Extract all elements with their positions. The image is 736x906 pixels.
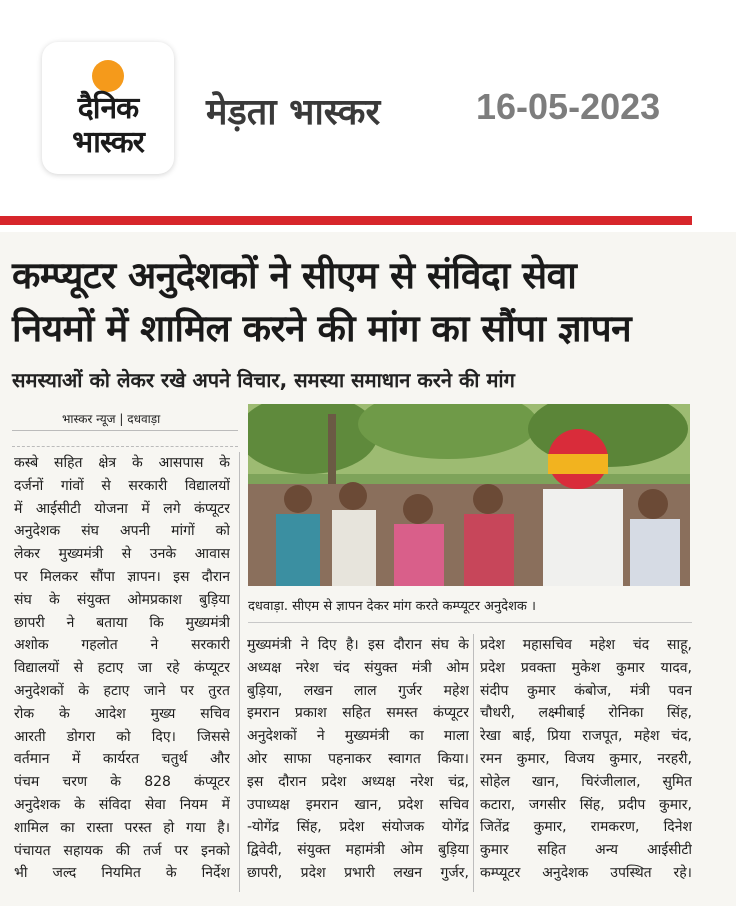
article-column-2	[247, 634, 469, 885]
column-divider	[473, 634, 474, 892]
headline-line-2: नियमों में शामिल करने की मांग का सौंपा ज्ञापन	[12, 307, 632, 350]
article-text-line: मुख्यमंत्री ने दिए है। इस दौरान संघ के	[247, 637, 469, 653]
red-divider-bar	[0, 216, 692, 225]
article-text-line: कस्बे सहित क्षेत्र के आसपास के	[14, 455, 230, 471]
article-text-line: संघ के संयुक्त ओमप्रकाश बुड़िया	[14, 591, 230, 608]
article-text-line: कुमार सहित अन्य आईसीटी	[480, 842, 692, 859]
article-text-line: आरती डोगरा को दिए। जिससे	[14, 728, 230, 745]
article-text-line: कटारा, जगसीर सिंह, प्रदीप कुमार,	[480, 796, 692, 813]
article-text-line: संदीप कुमार कंबोज, मंत्री पवन	[480, 682, 692, 699]
article-text-line: दर्जनों गांवों से सरकारी विद्यालयों	[14, 477, 230, 494]
logo-text-line1: दैनिक	[77, 91, 139, 126]
logo-text-line2: भास्कर	[72, 125, 144, 160]
article-text-line: पर मिलकर सौंपा ज्ञापन। इस दौरान	[14, 568, 230, 585]
article-text-line: छापरी ने बताया कि मुख्यमंत्री	[14, 614, 230, 631]
byline-rule	[12, 438, 238, 447]
article-text-line: भी जल्द नियमित के निर्देश	[14, 865, 230, 882]
edition-date: 16-05-2023	[476, 86, 661, 127]
article-text-line: अनुदेशकों ने मुख्यमंत्री का माला	[247, 728, 469, 745]
article-text-line: अनुदेशक के संविदा सेवा नियम में	[14, 796, 230, 813]
article-text-line: अध्यक्ष नरेश चंद संयुक्त मंत्री ओम	[247, 659, 469, 676]
edition-title: मेड़ता भास्कर	[206, 92, 381, 133]
photo-caption: दधवाड़ा. सीएम से ज्ञापन देकर मांग करते कम्प्यूटर अनुदेशक ।	[248, 599, 536, 614]
article-text-line: उपाध्यक्ष इमरान खान, प्रदेश सचिव	[247, 796, 469, 813]
article-text-line: विद्यालयों से हटाए जा रहे कंप्यूटर	[14, 660, 230, 677]
article-text-line: छापरी, प्रदेश प्रभारी लखन गुर्जर,	[247, 864, 469, 881]
article-text-line: अशोक गहलोत ने सरकारी	[14, 637, 230, 654]
article-text-line: वर्तमान में कार्यरत चतुर्थ और	[14, 751, 230, 768]
article-column-3	[480, 634, 692, 885]
article-text-line: सोहेल खान, चिरंजीलाल, सुमित	[480, 773, 692, 790]
article-text-line: रोक के आदेश मुख्य सचिव	[14, 705, 230, 722]
column-divider	[239, 452, 240, 892]
article-text-line: प्रदेश प्रवक्ता मुकेश कुमार यादव,	[480, 659, 692, 676]
article-text-line: -योगेंद्र सिंह, प्रदेश संयोजक योगेंद्र	[247, 819, 469, 836]
article-column-1	[14, 452, 230, 885]
subheadline: समस्याओं को लेकर रखे अपने विचार, समस्या समाधान करने की मांग	[12, 368, 515, 392]
article-text-line: अनुदेशक संघ अपनी मांगों को	[14, 523, 230, 540]
article-text-line: बुड़िया, लखन लाल गुर्जर महेश	[247, 682, 469, 699]
article-text-line: इस दौरान प्रदेश अध्यक्ष नरेश चंद्र,	[247, 773, 469, 790]
article-text-line: इमरान प्रकाश सहित समस्त कंप्यूटर	[247, 705, 469, 722]
page-header	[0, 0, 736, 200]
article-text-line: ओर साफा पहनाकर स्वागत किया।	[247, 750, 469, 767]
dainik-bhaskar-logo	[42, 42, 174, 174]
article-text-line: पंचायत सहायक की तर्ज पर इनको	[14, 842, 230, 859]
headline-line-1: कम्प्यूटर अनुदेशकों ने सीएम से संविदा सेवा	[12, 254, 577, 297]
article-text-line: जितेंद्र कुमार, रामकरण, दिनेश	[480, 819, 692, 836]
article-text-line: कम्प्यूटर अनुदेशक उपस्थित रहे।	[480, 864, 692, 881]
byline: भास्कर न्यूज | दधवाड़ा	[12, 404, 238, 431]
article-text-line: लेकर मुख्यमंत्री से उनके आवास	[14, 546, 230, 563]
article-text-line: रेखा बाई, प्रिया राजपूत, महेश चंद,	[480, 728, 692, 745]
article-text-line: रमन कुमार, विजय कुमार, नरहरी,	[480, 750, 692, 767]
article-text-line: अनुदेशकों के हटाए जाने पर तुरत	[14, 682, 230, 699]
article-text-line: प्रदेश महासचिव महेश चंद साहू,	[480, 637, 692, 653]
article-text-line: चौधरी, लक्ष्मीबाई रोनिका सिंह,	[480, 705, 692, 722]
article-text-line: में आईसीटी योजना में लगे कंप्यूटर	[14, 500, 230, 517]
news-photo	[248, 404, 690, 586]
article-text-line: शामिल का रास्ता परस्त हो गया है।	[14, 819, 230, 836]
caption-rule	[248, 622, 692, 623]
article-text-line: पंचम चरण के 828 कंप्यूटर	[14, 774, 230, 791]
article-text-line: द्विवेदी, संयुक्त महामंत्री ओम बुड़िया	[247, 842, 469, 859]
